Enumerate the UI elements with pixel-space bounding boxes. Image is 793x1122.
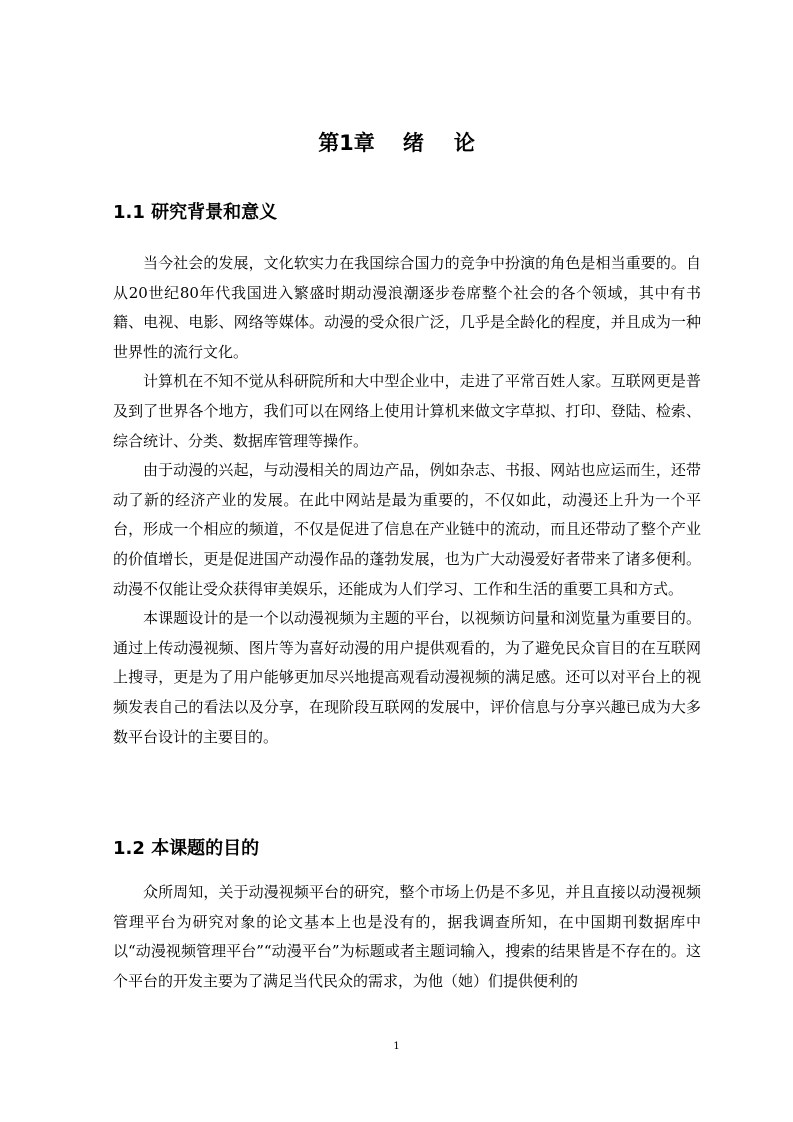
section-body-1-1 [113, 249, 701, 752]
chapter-title-char-1: 绪 [402, 131, 424, 155]
paragraph: 当今社会的发展，文化软实力在我国综合国力的竞争中扮演的角色是相当重要的。自从20世纪80年代我国进入繁盛时期动漫浪潮逐步卷席整个社会的各个领域，其中有书籍、电视、电影、网络等媒体。动漫的受众很广泛，几乎是全龄化的程度，并且成为一种世界性的流行文化。 [113, 254, 701, 361]
paragraph: 众所周知，关于动漫视频平台的研究，整个市场上仍是不多见，并且直接以动漫视频管理平台为研究对象的论文基本上也是没有的，据我调查所知，在中国期刊数据库中以“动漫视频管理平台”“动漫平台”为标题或者主题词输入，搜索的结果皆是不存在的。这个平台的开发主要为了满足当代民众的需求，为他（她）们提供便利的 [113, 883, 701, 990]
chapter-title-char-2: 论 [453, 131, 475, 155]
section-heading-1-1: 1.1 研究背景和意义 [113, 202, 278, 223]
paragraph: 计算机在不知不觉从科研院所和大中型企业中，走进了平常百姓人家。互联网更是普及到了世界各个地方，我们可以在网络上使用计算机来做文字草拟、打印、登陆、检索、综合统计、分类、数据库管理等操作。 [113, 372, 701, 450]
chapter-title [0, 128, 793, 158]
page-number: 1 [393, 1041, 400, 1052]
paragraph: 本课题设计的是一个以动漫视频为主题的平台，以视频访问量和浏览量为重要目的。通过上传动漫视频、图片等为喜好动漫的用户提供观看的，为了避免民众盲目的在互联网上搜寻，更是为了用户能够更加尽兴地提高观看动漫视频的满足感。还可以对平台上的视频发表自己的看法以及分享，在现阶段互联网的发展中，评价信息与分享兴趣已成为大多数平台设计的主要目的。 [113, 609, 701, 746]
section-heading-1-2: 1.2 本课题的目的 [113, 838, 260, 859]
chapter-number: 第1章 [318, 131, 375, 155]
paragraph: 由于动漫的兴起，与动漫相关的周边产品，例如杂志、书报、网站也应运而生，还带动了新的经济产业的发展。在此中网站是最为重要的，不仅如此，动漫还上升为一个平台，形成一个相应的频道，不仅是促进了信息在产业链中的流动，而且还带动了整个产业的价值增长，更是促进国产动漫作品的蓬勃发展，也为广大动漫爱好者带来了诸多便利。动漫不仅能让受众获得审美娱乐，还能成为人们学习、工作和生活的重要工具和方式。 [113, 461, 701, 598]
section-body-1-2 [113, 878, 701, 996]
